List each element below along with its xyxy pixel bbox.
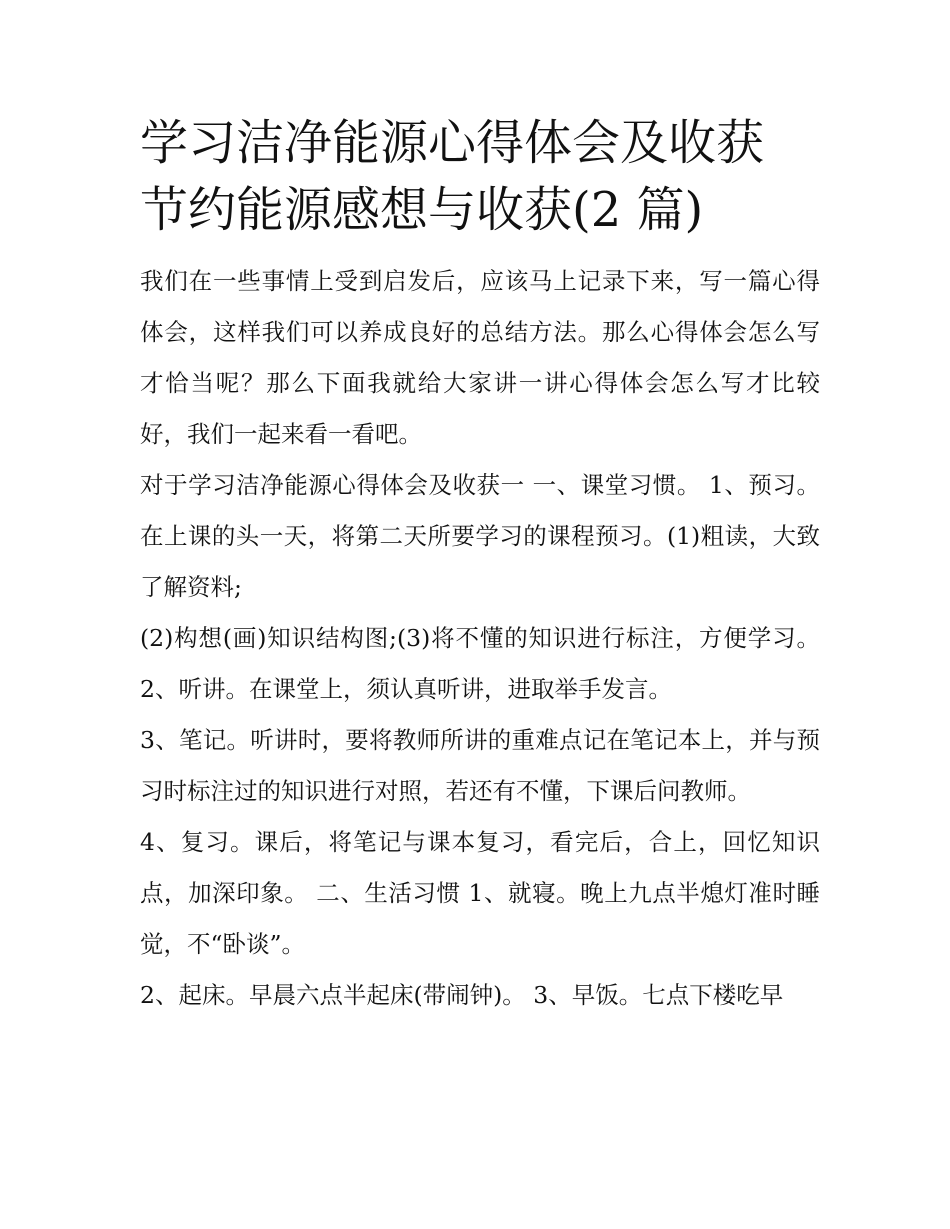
paragraph-class-habits: 对于学习洁净能源心得体会及收获一 一、课堂习惯。 1、预习。在上课的头一天，将第二天所要学习的课程预习。(1)粗读，大致了解资料; — [140, 471, 820, 601]
document-page — [140, 110, 820, 1021]
title-line-1: 学习洁净能源心得体会及收获 — [140, 115, 765, 171]
title-line-2: 节约能源感想与收获(2 篇) — [140, 182, 704, 238]
paragraph-structure-listening: (2)构想(画)知识结构图;(3)将不懂的知识进行标注，方便学习。 2、听讲。在课堂上，须认真听讲，进取举手发言。 — [140, 624, 820, 703]
paragraph-review-sleep: 4、复习。课后，将笔记与课本复习，看完后，合上，回忆知识点，加深印象。 二、生活习惯 1、就寝。晚上九点半熄灯准时睡觉，不“卧谈”。 — [140, 828, 820, 958]
paragraph-intro: 我们在一些事情上受到启发后，应该马上记录下来，写一篇心得体会，这样我们可以养成良好的总结方法。那么心得体会怎么写才恰当呢？那么下面我就给大家讲一讲心得体会怎么写才比较好，我们一起来看一看吧。 — [140, 267, 820, 448]
paragraph-notes: 3、笔记。听讲时，要将教师所讲的重难点记在笔记本上，并与预习时标注过的知识进行对照，若还有不懂，下课后问教师。 — [140, 726, 820, 805]
document-title — [140, 110, 820, 244]
paragraph-wakeup-breakfast: 2、起床。早晨六点半起床(带闹钟)。 3、早饭。七点下楼吃早 — [140, 981, 784, 1009]
